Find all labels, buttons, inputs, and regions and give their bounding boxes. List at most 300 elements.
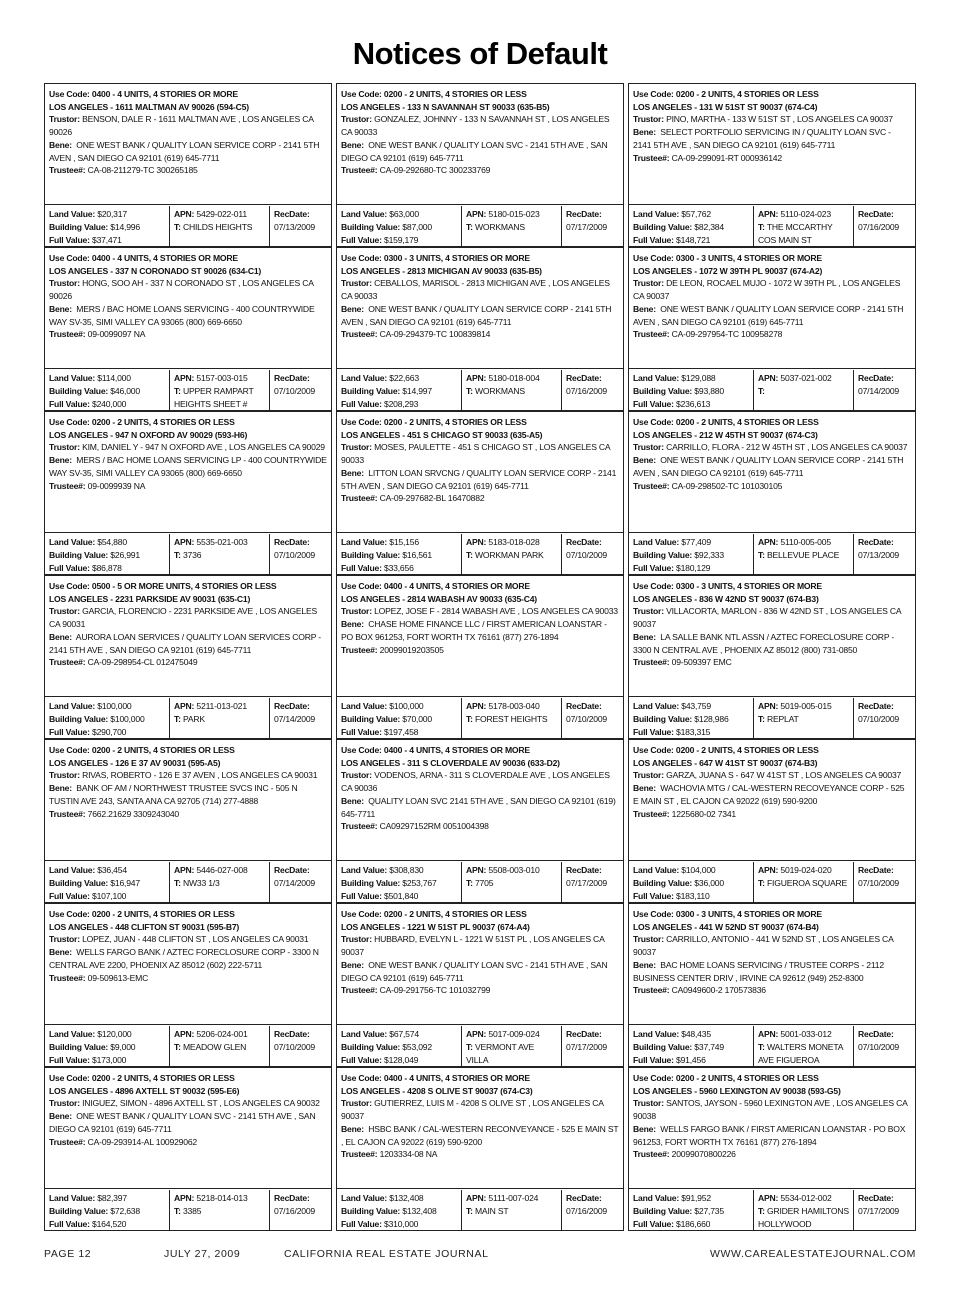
notice-card [628, 903, 916, 1067]
beneficiary: Bene: WELLS FARGO BANK / FIRST AMERICAN LOANSTAR - PO BOX 961253, FORT WORTH TX 76161 (877) 276-1894 [633, 1123, 906, 1147]
apn-column [753, 1190, 853, 1230]
notice-body [45, 740, 331, 861]
apn: APN: 5180-018-004 [466, 373, 540, 383]
full-value: Full Value: $159,179 [341, 234, 419, 245]
beneficiary: Bene: LITTON LOAN SRVCNG / QUALITY LOAN SERVICE CORP - 2141 5TH AVEN , SAN DIEGO CA 92101 (619) 645-7711 [341, 467, 617, 491]
recdate-column [853, 1190, 915, 1230]
use-code: Use Code: 0200 - 2 UNITS, 4 STORIES OR LESS [49, 1073, 235, 1083]
recdate-column [561, 534, 623, 574]
building-value: Building Value: $70,000 [341, 713, 432, 724]
tract: T: MAIN ST [466, 1205, 509, 1216]
apn-column [753, 206, 853, 246]
building-value: Building Value: $72,638 [49, 1205, 140, 1216]
use-code: Use Code: 0200 - 2 UNITS, 4 STORIES OR LESS [341, 417, 527, 427]
full-value: Full Value: $33,656 [341, 562, 414, 573]
apn: APN: 5183-018-028 [466, 537, 540, 547]
recdate: 07/10/2009 [566, 713, 608, 724]
tract: T: PARK [174, 713, 205, 724]
apn: APN: 5508-003-010 [466, 865, 540, 875]
recdate: 07/16/2009 [274, 1205, 316, 1216]
recdate-label: RecDate: [566, 537, 602, 547]
tract: T: MEADOW GLEN [174, 1041, 247, 1052]
value-column [45, 370, 169, 410]
tract: T: NW33 1/3 [174, 877, 220, 888]
apn-column [753, 534, 853, 574]
recdate-label: RecDate: [566, 209, 602, 219]
recdate-column [561, 698, 623, 738]
trustor: Trustor: VODENOS, ARNA - 311 S CLOVERDALE AVE , LOS ANGELES CA 90036 [341, 770, 610, 794]
recdate: 07/16/2009 [858, 221, 900, 232]
full-value: Full Value: $290,700 [49, 726, 127, 737]
trustee-number: Trustee#: 1203334-08 NA [341, 1149, 438, 1160]
property-address: LOS ANGELES - 131 W 51ST ST 90037 (674-C4) [633, 101, 818, 112]
notice-body [629, 412, 915, 533]
notice-card [628, 575, 916, 739]
apn: APN: 5206-024-001 [174, 1029, 248, 1039]
recdate-label: RecDate: [858, 1193, 894, 1203]
notice-body [337, 904, 623, 1025]
trustee-number: Trustee#: CA-09-297682-BL 16470882 [341, 493, 485, 504]
recdate-label: RecDate: [858, 209, 894, 219]
apn-column [169, 206, 269, 246]
value-column [337, 698, 461, 738]
use-code: Use Code: 0400 - 4 UNITS, 4 STORIES OR MORE [49, 89, 238, 99]
trustor: Trustor: GARZA, JUANA S - 647 W 41ST ST , LOS ANGELES CA 90037 [633, 770, 902, 781]
footer-date: JULY 27, 2009 [164, 1248, 241, 1260]
apn: APN: 5110-005-005 [758, 537, 831, 547]
apn-column [461, 1026, 561, 1066]
beneficiary: Bene: MERS / BAC HOME LOANS SERVICING - 400 COUNTRYWIDE WAY SV-35, SIMI VALLEY CA 93065 (800) 669-6650 [49, 303, 315, 327]
building-value: Building Value: $128,986 [633, 713, 729, 724]
value-column [629, 1190, 753, 1230]
building-value: Building Value: $16,947 [49, 877, 140, 888]
value-column [337, 534, 461, 574]
property-address: LOS ANGELES - 1072 W 39TH PL 90037 (674-A2) [633, 265, 823, 276]
recdate-label: RecDate: [274, 1193, 310, 1203]
trustor: Trustor: PINO, MARTHA - 133 W 51ST ST , LOS ANGELES CA 90037 [633, 114, 893, 125]
use-code: Use Code: 0200 - 2 UNITS, 4 STORIES OR LESS [49, 417, 235, 427]
land-value: Land Value: $129,088 [633, 373, 716, 383]
valuation-table [629, 370, 915, 410]
notice-card [336, 247, 624, 411]
recdate-label: RecDate: [274, 537, 310, 547]
trustor: Trustor: BENSON, DALE R - 1611 MALTMAN AVE , LOS ANGELES CA 90026 [49, 114, 314, 138]
property-address: LOS ANGELES - 441 W 52ND ST 90037 (674-B4) [633, 921, 819, 932]
full-value: Full Value: $91,456 [633, 1054, 706, 1065]
trustee-number: Trustee#: 09-0099097 NA [49, 329, 146, 340]
apn-column [169, 1026, 269, 1066]
recdate: 07/13/2009 [274, 221, 316, 232]
value-column [337, 862, 461, 902]
use-code: Use Code: 0500 - 5 OR MORE UNITS, 4 STORIES OR LESS [49, 581, 277, 591]
recdate: 07/14/2009 [274, 877, 316, 888]
beneficiary: Bene: ONE WEST BANK / QUALITY LOAN SERVICE CORP - 2141 5TH AVEN , SAN DIEGO CA 92101 (619) 645-7711 [341, 303, 612, 327]
recdate-column [269, 1190, 331, 1230]
valuation-table [45, 206, 331, 246]
trustor: Trustor: KIM, DANIEL Y - 947 N OXFORD AVE , LOS ANGELES CA 90029 [49, 442, 325, 453]
recdate-column [269, 534, 331, 574]
recdate-label: RecDate: [566, 865, 602, 875]
valuation-table [629, 534, 915, 574]
use-code: Use Code: 0200 - 2 UNITS, 4 STORIES OR LESS [633, 417, 819, 427]
apn-column [753, 1026, 853, 1066]
land-value: Land Value: $54,880 [49, 537, 127, 547]
recdate-column [561, 862, 623, 902]
full-value: Full Value: $501,840 [341, 890, 419, 901]
notice-card [336, 83, 624, 247]
value-column [45, 206, 169, 246]
recdate-label: RecDate: [858, 1029, 894, 1039]
trustor: Trustor: CARRILLO, FLORA - 212 W 45TH ST , LOS ANGELES CA 90037 [633, 442, 908, 453]
value-column [629, 698, 753, 738]
notice-card [336, 411, 624, 575]
tract: T: VERMONT AVE VILLA [466, 1041, 535, 1065]
property-address: LOS ANGELES - 337 N CORONADO ST 90026 (634-C1) [49, 265, 262, 276]
trustor: Trustor: DE LEON, ROCAEL MUJO - 1072 W 39TH PL , LOS ANGELES CA 90037 [633, 278, 901, 302]
value-column [629, 206, 753, 246]
recdate-column [269, 862, 331, 902]
trustee-number: Trustee#: 1225680-02 7341 [633, 808, 737, 819]
apn-column [753, 862, 853, 902]
notice-body [629, 1068, 915, 1189]
land-value: Land Value: $63,000 [341, 209, 419, 219]
trustor: Trustor: CEBALLOS, MARISOL - 2813 MICHIGAN AVE , LOS ANGELES CA 90033 [341, 278, 610, 302]
beneficiary: Bene: CHASE HOME FINANCE LLC / FIRST AMERICAN LOANSTAR - PO BOX 961253, FORT WORTH TX 76161 (877) 276-1894 [341, 619, 607, 642]
notice-body [337, 84, 623, 205]
notice-card [628, 247, 916, 411]
full-value: Full Value: $183,110 [633, 890, 710, 901]
trustor: Trustor: MOSES, PAULETTE - 451 S CHICAGO ST , LOS ANGELES CA 90033 [341, 442, 610, 466]
trustor: Trustor: GUTIERREZ, LUIS M - 4208 S OLIVE ST , LOS ANGELES CA 90037 [341, 1098, 604, 1122]
apn: APN: 5110-024-023 [758, 209, 831, 219]
beneficiary: Bene: AURORA LOAN SERVICES / QUALITY LOAN SERVICES CORP - 2141 5TH AVE , SAN DIEGO CA 92101 (619) 645-7711 [49, 631, 321, 655]
recdate-column [561, 1026, 623, 1066]
trustee-number: Trustee#: CA-09-298502-TC 101030105 [633, 480, 783, 491]
use-code: Use Code: 0400 - 4 UNITS, 4 STORIES OR MORE [341, 745, 530, 755]
use-code: Use Code: 0200 - 2 UNITS, 4 STORIES OR LESS [633, 89, 819, 99]
land-value: Land Value: $91,952 [633, 1193, 711, 1203]
recdate: 07/13/2009 [858, 549, 900, 560]
apn: APN: 5037-021-002 [758, 373, 832, 383]
building-value: Building Value: $92,333 [633, 549, 724, 560]
recdate-label: RecDate: [858, 865, 894, 875]
recdate: 07/10/2009 [274, 549, 316, 560]
full-value: Full Value: $180,129 [633, 562, 711, 573]
beneficiary: Bene: ONE WEST BANK / QUALITY LOAN SERVICE CORP - 2141 5TH AVEN , SAN DIEGO CA 92101 (619) 645-7711 [633, 455, 904, 478]
recdate-label: RecDate: [566, 1193, 602, 1203]
trustor: Trustor: LOPEZ, JOSE F - 2814 WABASH AVE , LOS ANGELES CA 90033 [341, 606, 618, 617]
beneficiary: Bene: ONE WEST BANK / QUALITY LOAN SERVICE CORP - 2141 5TH AVEN , SAN DIEGO CA 92101 (619) 645-7711 [633, 303, 904, 327]
trustee-number: Trustee#: CA-09-299091-RT 000936142 [633, 152, 782, 163]
property-address: LOS ANGELES - 126 E 37 AV 90031 (595-A5) [49, 757, 221, 768]
property-address: LOS ANGELES - 5960 LEXINGTON AV 90038 (593-G5) [633, 1085, 841, 1096]
tract: T: 3385 [174, 1205, 202, 1216]
tract: T: FOREST HEIGHTS [466, 713, 548, 724]
beneficiary: Bene: HSBC BANK / CAL-WESTERN RECONVEYANCE - 525 E MAIN ST , EL CAJON CA 92022 (619) 590-9200 [341, 1123, 619, 1147]
valuation-table [45, 1026, 331, 1066]
notice-card [44, 575, 332, 739]
apn: APN: 5535-021-003 [174, 537, 248, 547]
building-value: Building Value: $93,880 [633, 385, 724, 396]
apn: APN: 5178-003-040 [466, 701, 540, 711]
building-value: Building Value: $46,000 [49, 385, 140, 396]
tract: T: BELLEVUE PLACE [758, 549, 840, 560]
recdate: 07/16/2009 [566, 1205, 608, 1216]
use-code: Use Code: 0400 - 4 UNITS, 4 STORIES OR MORE [49, 253, 238, 263]
notice-card [628, 739, 916, 903]
trustee-number: Trustee#: CA-09-291756-TC 101032799 [341, 985, 491, 996]
full-value: Full Value: $128,049 [341, 1054, 419, 1065]
apn: APN: 5534-012-002 [758, 1193, 832, 1203]
recdate-column [853, 370, 915, 410]
apn: APN: 5180-015-023 [466, 209, 540, 219]
value-column [337, 370, 461, 410]
valuation-table [45, 534, 331, 574]
recdate: 07/17/2009 [566, 1041, 608, 1052]
property-address: LOS ANGELES - 451 S CHICAGO ST 90033 (635-A5) [341, 429, 543, 440]
notice-body [629, 84, 915, 205]
recdate-label: RecDate: [566, 701, 602, 711]
notice-body [629, 576, 915, 697]
land-value: Land Value: $120,000 [49, 1029, 132, 1039]
valuation-table [337, 206, 623, 246]
notice-body [629, 904, 915, 1025]
value-column [45, 1026, 169, 1066]
trustee-number: Trustee#: CA-09-298954-CL 012475049 [49, 657, 198, 668]
full-value: Full Value: $164,520 [49, 1218, 127, 1229]
tract: T: [758, 385, 765, 396]
beneficiary: Bene: MERS / BAC HOME LOANS SERVICING LP - 400 COUNTRYWIDE WAY SV-35, SIMI VALLEY CA 93065 (800) 669-6650 [49, 455, 327, 478]
trustee-number: Trustee#: 20099070800226 [633, 1149, 736, 1160]
recdate: 07/10/2009 [858, 713, 900, 724]
recdate-column [853, 698, 915, 738]
trustee-number: Trustee#: 09-509397 EMC [633, 657, 732, 668]
notice-body [45, 248, 331, 369]
valuation-table [629, 1190, 915, 1230]
full-value: Full Value: $236,613 [633, 398, 711, 409]
footer-website[interactable]: WWW.CAREALESTATEJOURNAL.COM [710, 1248, 916, 1260]
land-value: Land Value: $67,574 [341, 1029, 419, 1039]
value-column [629, 370, 753, 410]
value-column [629, 1026, 753, 1066]
full-value: Full Value: $37,471 [49, 234, 122, 245]
beneficiary: Bene: BAC HOME LOANS SERVICING / TRUSTEE CORPS - 2112 BUSINESS CENTER DRIV , IRVINE CA 92612 (949) 252-8300 [633, 959, 884, 983]
use-code: Use Code: 0300 - 3 UNITS, 4 STORIES OR MORE [341, 253, 530, 263]
full-value: Full Value: $107,100 [49, 890, 127, 901]
trustor: Trustor: GARCIA, FLORENCIO - 2231 PARKSIDE AVE , LOS ANGELES CA 90031 [49, 606, 318, 630]
trustee-number: Trustee#: CA0949600-2 170573836 [633, 985, 766, 996]
building-value: Building Value: $253,767 [341, 877, 437, 888]
beneficiary: Bene: SELECT PORTFOLIO SERVICING IN / QUALITY LOAN SVC - 2141 5TH AVE , SAN DIEGO CA 92101 (619) 645-7711 [633, 127, 891, 150]
land-value: Land Value: $20,317 [49, 209, 127, 219]
value-column [337, 206, 461, 246]
notice-card [628, 1067, 916, 1231]
beneficiary: Bene: ONE WEST BANK / QUALITY LOAN SVC - 2141 5TH AVE , SAN DIEGO CA 92101 (619) 645-7711 [341, 959, 608, 983]
full-value: Full Value: $186,660 [633, 1218, 711, 1229]
property-address: LOS ANGELES - 4896 AXTELL ST 90032 (595-E6) [49, 1085, 240, 1096]
valuation-table [337, 698, 623, 738]
recdate-label: RecDate: [274, 701, 310, 711]
full-value: Full Value: $197,458 [341, 726, 419, 737]
full-value: Full Value: $86,878 [49, 562, 122, 573]
property-address: LOS ANGELES - 647 W 41ST ST 90037 (674-B3) [633, 757, 818, 768]
land-value: Land Value: $43,759 [633, 701, 711, 711]
apn-column [753, 698, 853, 738]
apn: APN: 5019-005-015 [758, 701, 832, 711]
notice-card [336, 903, 624, 1067]
use-code: Use Code: 0200 - 2 UNITS, 4 STORIES OR LESS [49, 745, 235, 755]
value-column [337, 1190, 461, 1230]
land-value: Land Value: $308,830 [341, 865, 424, 875]
land-value: Land Value: $77,409 [633, 537, 711, 547]
trustor: Trustor: HONG, SOO AH - 337 N CORONADO ST , LOS ANGELES CA 90026 [49, 278, 314, 302]
recdate-column [269, 698, 331, 738]
land-value: Land Value: $22,663 [341, 373, 419, 383]
tract: T: REPLAT [758, 713, 799, 724]
use-code: Use Code: 0300 - 3 UNITS, 4 STORIES OR MORE [633, 253, 822, 263]
property-address: LOS ANGELES - 2231 PARKSIDE AV 90031 (635-C1) [49, 593, 251, 604]
trustee-number: Trustee#: CA-08-211279-TC 300265185 [49, 165, 198, 176]
trustee-number: Trustee#: 20099019203505 [341, 644, 444, 655]
trustee-number: Trustee#: CA-09-297954-TC 100958278 [633, 329, 783, 340]
building-value: Building Value: $87,000 [341, 221, 432, 232]
notice-card [44, 247, 332, 411]
property-address: LOS ANGELES - 2814 WABASH AV 90033 (635-C4) [341, 593, 537, 604]
building-value: Building Value: $26,991 [49, 549, 140, 560]
apn: APN: 5157-003-015 [174, 373, 248, 383]
apn: APN: 5111-007-024 [466, 1193, 539, 1203]
recdate-label: RecDate: [858, 373, 894, 383]
beneficiary: Bene: ONE WEST BANK / QUALITY LOAN SVC - 2141 5TH AVE , SAN DIEGO CA 92101 (619) 645-7711 [49, 1111, 316, 1134]
apn-column [169, 862, 269, 902]
page-title: Notices of Default [352, 36, 608, 71]
notice-body [45, 904, 331, 1025]
use-code: Use Code: 0200 - 2 UNITS, 4 STORIES OR LESS [633, 745, 819, 755]
value-column [629, 534, 753, 574]
building-value: Building Value: $27,735 [633, 1205, 724, 1216]
trustee-number: Trustee#: 09-509613-EMC [49, 972, 149, 983]
property-address: LOS ANGELES - 448 CLIFTON ST 90031 (595-B7) [49, 921, 240, 932]
apn-column [169, 698, 269, 738]
tract: T: UPPER RAMPART HEIGHTS SHEET # [174, 385, 254, 409]
apn-column [461, 206, 561, 246]
notice-card [628, 411, 916, 575]
apn: APN: 5446-027-008 [174, 865, 248, 875]
recdate-label: RecDate: [566, 373, 602, 383]
footer-publication: CALIFORNIA REAL ESTATE JOURNAL [284, 1248, 489, 1260]
apn: APN: 5218-014-013 [174, 1193, 248, 1203]
notice-body [45, 412, 331, 533]
recdate: 07/10/2009 [566, 549, 608, 560]
beneficiary: Bene: ONE WEST BANK / QUALITY LOAN SERVICE CORP - 2141 5TH AVEN , SAN DIEGO CA 92101 (619) 645-7711 [49, 139, 320, 163]
trustee-number: Trustee#: 09-0099939 NA [49, 480, 146, 491]
recdate-label: RecDate: [274, 1029, 310, 1039]
use-code: Use Code: 0300 - 3 UNITS, 4 STORIES OR MORE [633, 581, 822, 591]
valuation-table [45, 1190, 331, 1230]
notice-body [629, 740, 915, 861]
trustor: Trustor: RIVAS, ROBERTO - 126 E 37 AVEN , LOS ANGELES CA 90031 [49, 770, 318, 781]
building-value: Building Value: $53,092 [341, 1041, 432, 1052]
trustor: Trustor: INIGUEZ, SIMON - 4896 AXTELL ST , LOS ANGELES CA 90032 [49, 1098, 320, 1109]
recdate-column [561, 1190, 623, 1230]
valuation-table [629, 1026, 915, 1066]
notice-card [44, 903, 332, 1067]
beneficiary: Bene: WELLS FARGO BANK / AZTEC FORECLOSURE CORP - 3300 N CENTRAL AVE 2200, PHOENIX AZ 85012 (602) 222-5711 [49, 947, 319, 970]
apn-column [461, 1190, 561, 1230]
notice-body [337, 412, 623, 533]
tract: T: 7705 [466, 877, 494, 888]
land-value: Land Value: $15,156 [341, 537, 419, 547]
trustor: Trustor: GONZALEZ, JOHNNY - 133 N SAVANNAH ST , LOS ANGELES CA 90033 [341, 114, 610, 138]
recdate: 07/17/2009 [566, 877, 608, 888]
trustor: Trustor: CARRILLO, ANTONIO - 441 W 52ND ST , LOS ANGELES CA 90037 [633, 934, 894, 958]
property-address: LOS ANGELES - 2813 MICHIGAN AV 90033 (635-B5) [341, 265, 542, 276]
notice-body [337, 740, 623, 861]
value-column [45, 1190, 169, 1230]
recdate-column [561, 370, 623, 410]
page-footer [44, 1248, 916, 1262]
property-address: LOS ANGELES - 836 W 42ND ST 90037 (674-B3) [633, 593, 819, 604]
apn-column [753, 370, 853, 410]
trustee-number: Trustee#: CA09297152RM 0051004398 [341, 821, 489, 832]
apn-column [169, 370, 269, 410]
property-address: LOS ANGELES - 947 N OXFORD AV 90029 (593-H6) [49, 429, 248, 440]
building-value: Building Value: $100,000 [49, 713, 145, 724]
tract: T: WORKMANS [466, 385, 525, 396]
notices-grid [44, 84, 916, 1232]
apn: APN: 5019-024-020 [758, 865, 832, 875]
property-address: LOS ANGELES - 1611 MALTMAN AV 90026 (594-C5) [49, 101, 249, 112]
apn: APN: 5017-009-024 [466, 1029, 540, 1039]
use-code: Use Code: 0200 - 2 UNITS, 4 STORIES OR LESS [341, 89, 527, 99]
notice-card [44, 1067, 332, 1231]
tract: T: WORKMANS [466, 221, 525, 232]
beneficiary: Bene: WACHOVIA MTG / CAL-WESTERN RECOVEYANCE CORP - 525 E MAIN ST , EL CAJON CA 92022 (619) 590-9200 [633, 783, 905, 806]
land-value: Land Value: $82,397 [49, 1193, 127, 1203]
recdate-label: RecDate: [858, 701, 894, 711]
notice-card [628, 83, 916, 247]
recdate-column [853, 534, 915, 574]
valuation-table [45, 698, 331, 738]
land-value: Land Value: $48,435 [633, 1029, 711, 1039]
recdate-label: RecDate: [566, 1029, 602, 1039]
valuation-table [337, 1190, 623, 1230]
recdate: 07/17/2009 [566, 221, 608, 232]
full-value: Full Value: $173,000 [49, 1054, 127, 1065]
full-value: Full Value: $310,000 [341, 1218, 419, 1229]
beneficiary: Bene: QUALITY LOAN SVC 2141 5TH AVE , SAN DIEGO CA 92101 (619) 645-7711 [341, 795, 616, 819]
building-value: Building Value: $16,561 [341, 549, 432, 560]
tract: T: FIGUEROA SQUARE [758, 877, 848, 888]
use-code: Use Code: 0200 - 2 UNITS, 4 STORIES OR LESS [49, 909, 235, 919]
apn-column [461, 698, 561, 738]
use-code: Use Code: 0400 - 4 UNITS, 4 STORIES OR MORE [341, 1073, 530, 1083]
trustee-number: Trustee#: 7662.21629 3309243040 [49, 808, 180, 819]
building-value: Building Value: $14,996 [49, 221, 140, 232]
valuation-table [629, 206, 915, 246]
land-value: Land Value: $100,000 [49, 701, 132, 711]
notice-body [337, 248, 623, 369]
apn-column [461, 862, 561, 902]
recdate-label: RecDate: [274, 209, 310, 219]
apn: APN: 5001-033-012 [758, 1029, 832, 1039]
valuation-table [629, 698, 915, 738]
land-value: Land Value: $104,000 [633, 865, 716, 875]
full-value: Full Value: $148,721 [633, 234, 711, 245]
trustor: Trustor: SANTOS, JAYSON - 5960 LEXINGTON AVE , LOS ANGELES CA 90038 [633, 1098, 908, 1122]
property-address: LOS ANGELES - 212 W 45TH ST 90037 (674-C3) [633, 429, 818, 440]
recdate: 07/17/2009 [858, 1205, 900, 1216]
